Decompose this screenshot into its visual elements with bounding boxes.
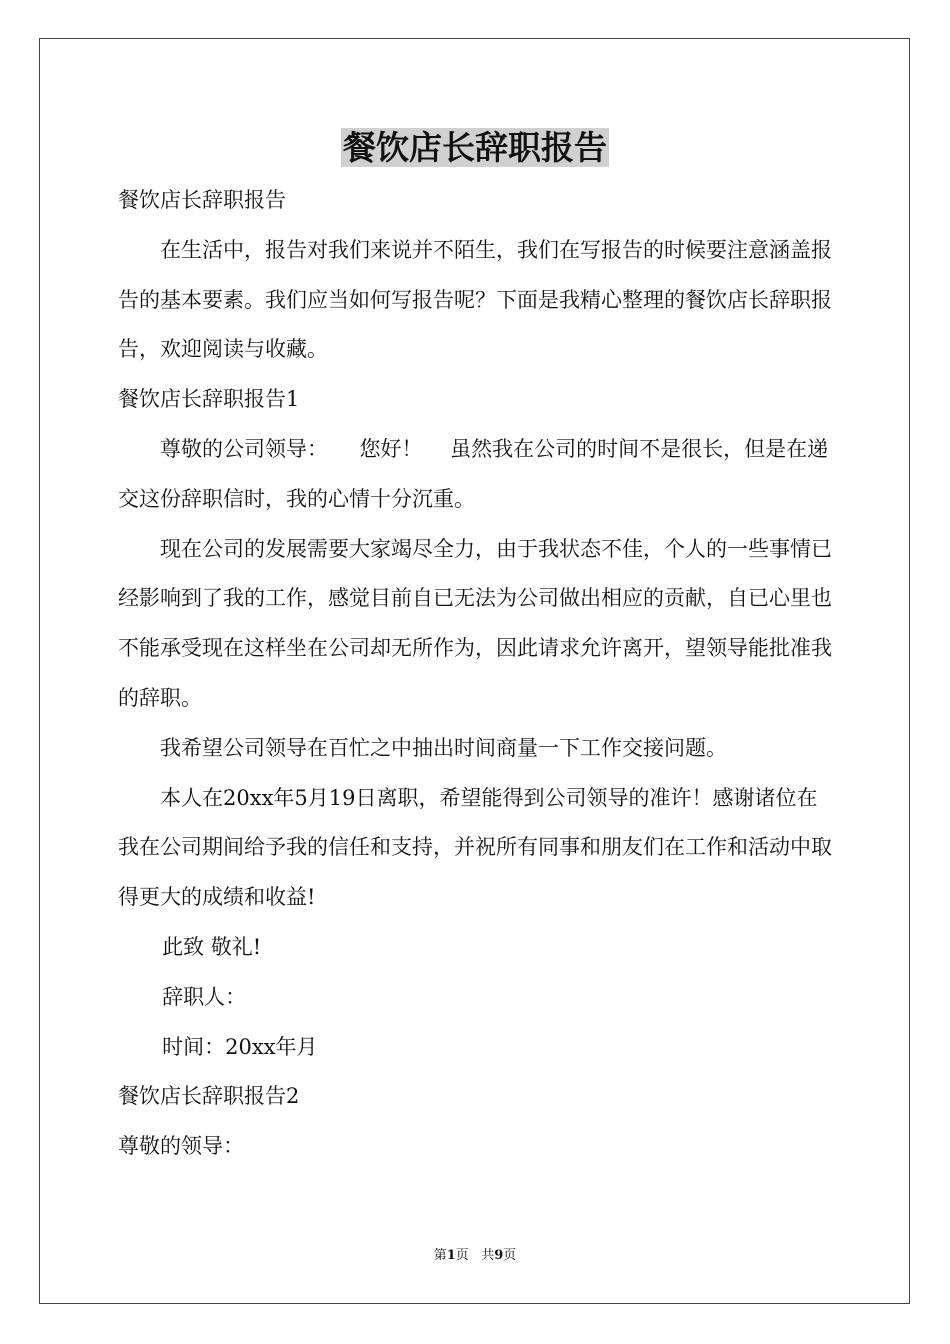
footer-page-suffix: 页 xyxy=(455,1248,469,1263)
section-heading-2: 餐饮店长辞职报告2 xyxy=(118,1084,300,1109)
intro-paragraph: 在生活中，报告对我们来说并不陌生，我们在写报告的时候要注意涵盖报告的基本要素。我们应当如何写报告呢？下面是我精心整理的餐饮店长辞职报告，欢迎阅读与收藏。 xyxy=(118,237,832,362)
body-paragraph: 我希望公司领导在百忙之中抽出时间商量一下工作交接问题。 xyxy=(160,735,727,760)
subtitle-line: 餐饮店长辞职报告 xyxy=(118,188,286,212)
body-paragraph: 本人在20xx年5月19日离职，希望能得到公司领导的准许！感谢诸位在我在公司期间给予我的信任和支持，并祝所有同事和朋友们在工作和活动中取得更大的成绩和收益! xyxy=(118,785,832,910)
footer-total-number: 9 xyxy=(494,1248,504,1263)
footer-page-prefix: 第 xyxy=(433,1248,447,1263)
footer-total-prefix: 共 xyxy=(481,1248,495,1263)
section-heading-1: 餐饮店长辞职报告1 xyxy=(118,387,300,412)
footer-total-suffix: 页 xyxy=(503,1248,517,1263)
page-footer xyxy=(0,1246,950,1266)
signature-line: 辞职人： xyxy=(162,984,247,1009)
date-line: 时间：20xx年月 xyxy=(162,1034,318,1059)
closing-line: 此致 敬礼! xyxy=(162,934,262,959)
greeting-paragraph: 尊敬的公司领导： 您好！ 虽然我在公司的时间不是很长，但是在递交这份辞职信时，我的心情十分沉重。 xyxy=(118,436,829,511)
title-text: 餐饮店长辞职报告 xyxy=(343,128,607,167)
body-paragraph: 现在公司的发展需要大家竭尽全力，由于我状态不佳，个人的一些事情已经影响到了我的工作，感觉目前自已无法为公司做出相应的贡献，自已心里也不能承受现在这样坐在公司却无所作为，因此请求允许离开，望领导能批准我的辞职。 xyxy=(118,536,832,710)
greeting-line-2: 尊敬的领导： xyxy=(118,1134,244,1159)
document-body xyxy=(118,176,834,1172)
footer-page-number: 1 xyxy=(446,1248,456,1263)
document-title xyxy=(0,124,950,172)
